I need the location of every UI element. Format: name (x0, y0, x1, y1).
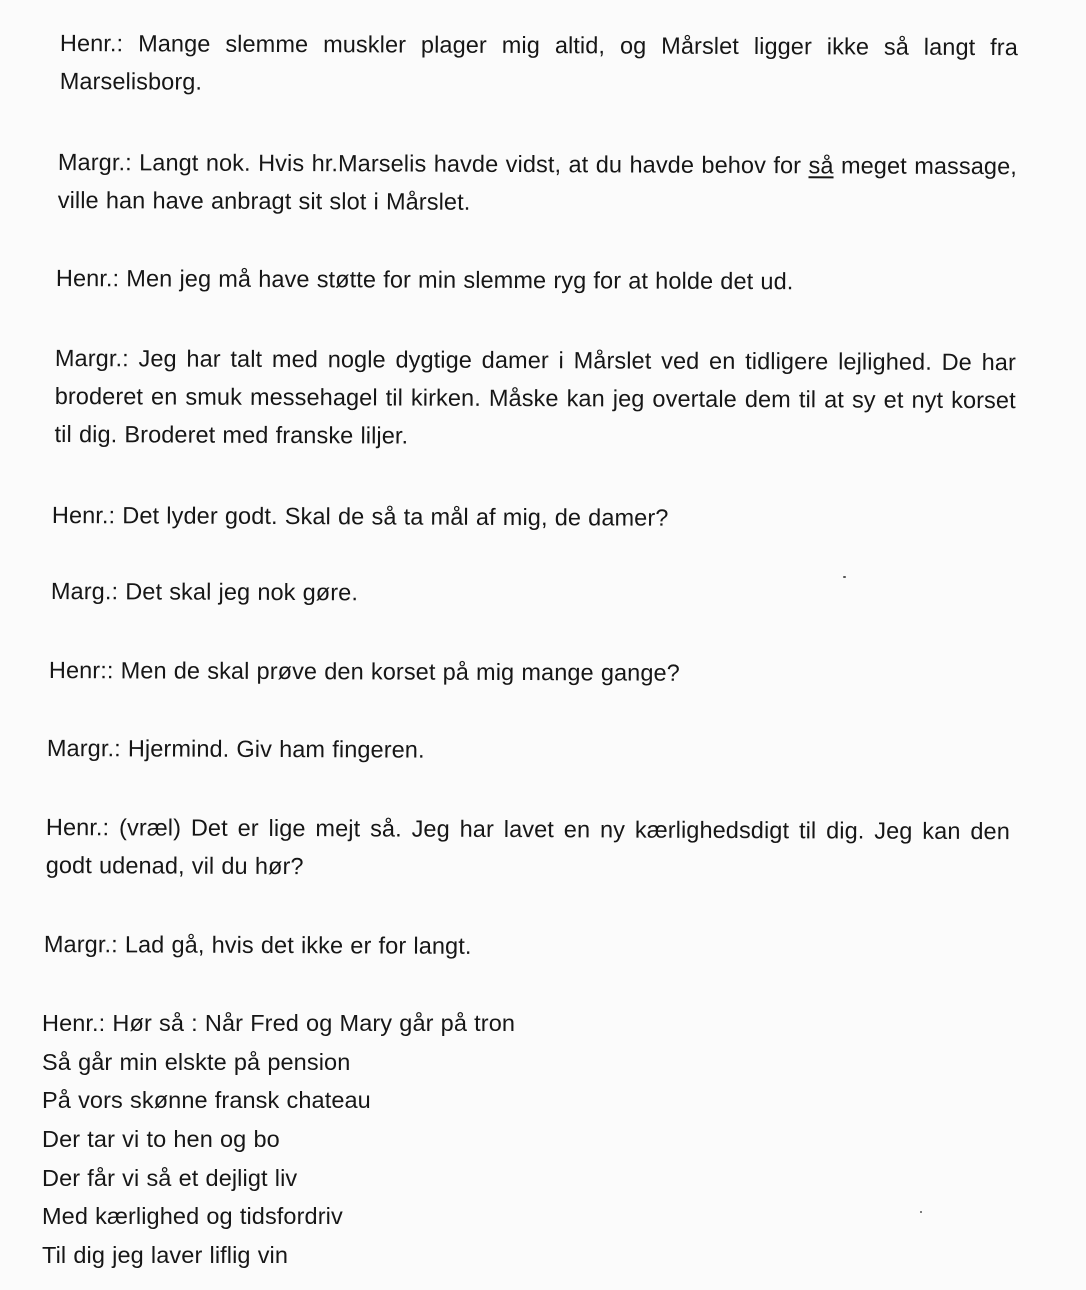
dialogue-line-margr-10: Margr.: Lad gå, hvis det ikke er for langt. (43, 930, 472, 959)
poem-line: Henr.: Hør så : Når Fred og Mary går på tron (42, 1010, 516, 1036)
dialogue-line-henr-1: Henr.: Mange slemme muskler plager mig altid, og Mårslet ligger ikke så langt fra Marselisborg. (59, 29, 1018, 95)
poem-line: Så går min elskte på pension (42, 1048, 351, 1075)
poem-line: Der får vi så et dejligt liv (42, 1164, 298, 1191)
dialogue-line-henr-9: Henr.: (vræl) Det er lige mejt så. Jeg har lavet en ny kærlighedsdigt til dig. Jeg kan den godt udenad, vil du hør? (45, 813, 1010, 880)
dialogue-line-margr-2-part1: Margr.: Langt nok. Hvis hr.Marselis havde vidst, at du havde behov for (57, 148, 809, 179)
dialogue-line-margr-2 (58, 143, 1017, 223)
poem (42, 1004, 742, 1275)
poem-line: Til dig jeg laver liflig vin (42, 1242, 289, 1269)
scan-speck (920, 1211, 922, 1213)
dialogue-line-henr-3: Henr.: Men jeg må have støtte for min slemme ryg for at holde det ud. (55, 264, 794, 295)
dialogue-line-henr-7: Henr:: Men de skal prøve den korset på mig mange gange? (48, 656, 680, 686)
dialogue-line-margr-8: Margr.: Hjermind. Giv ham fingeren. (46, 734, 425, 763)
underlined-word: så (808, 152, 834, 179)
dialogue-line-marg-6: Marg.: Det skal jeg nok gøre. (50, 577, 359, 606)
scan-speck (843, 576, 846, 578)
poem-line: Der tar vi to hen og bo (42, 1126, 280, 1153)
dialogue-line-margr-2-part2: meget massage, ville han have anbragt sit slot i Mårslet. (57, 152, 1017, 215)
dialogue-line-henr-5: Henr.: Det lyder godt. Skal de så ta mål af mig, de damer? (51, 501, 669, 531)
poem-line: Med kærlighed og tidsfordriv (42, 1203, 343, 1230)
dialogue-line-margr-4: Margr.: Jeg har talt med nogle dygtige damer i Mårslet ved en tidligere lejlighed. De har broderet en smuk messehagel til kirken. Måske kan jeg overtale dem til at sy et nyt korset til dig. Broderet med franske liljer. (54, 344, 1016, 449)
poem-line: På vors skønne fransk chateau (42, 1087, 371, 1114)
